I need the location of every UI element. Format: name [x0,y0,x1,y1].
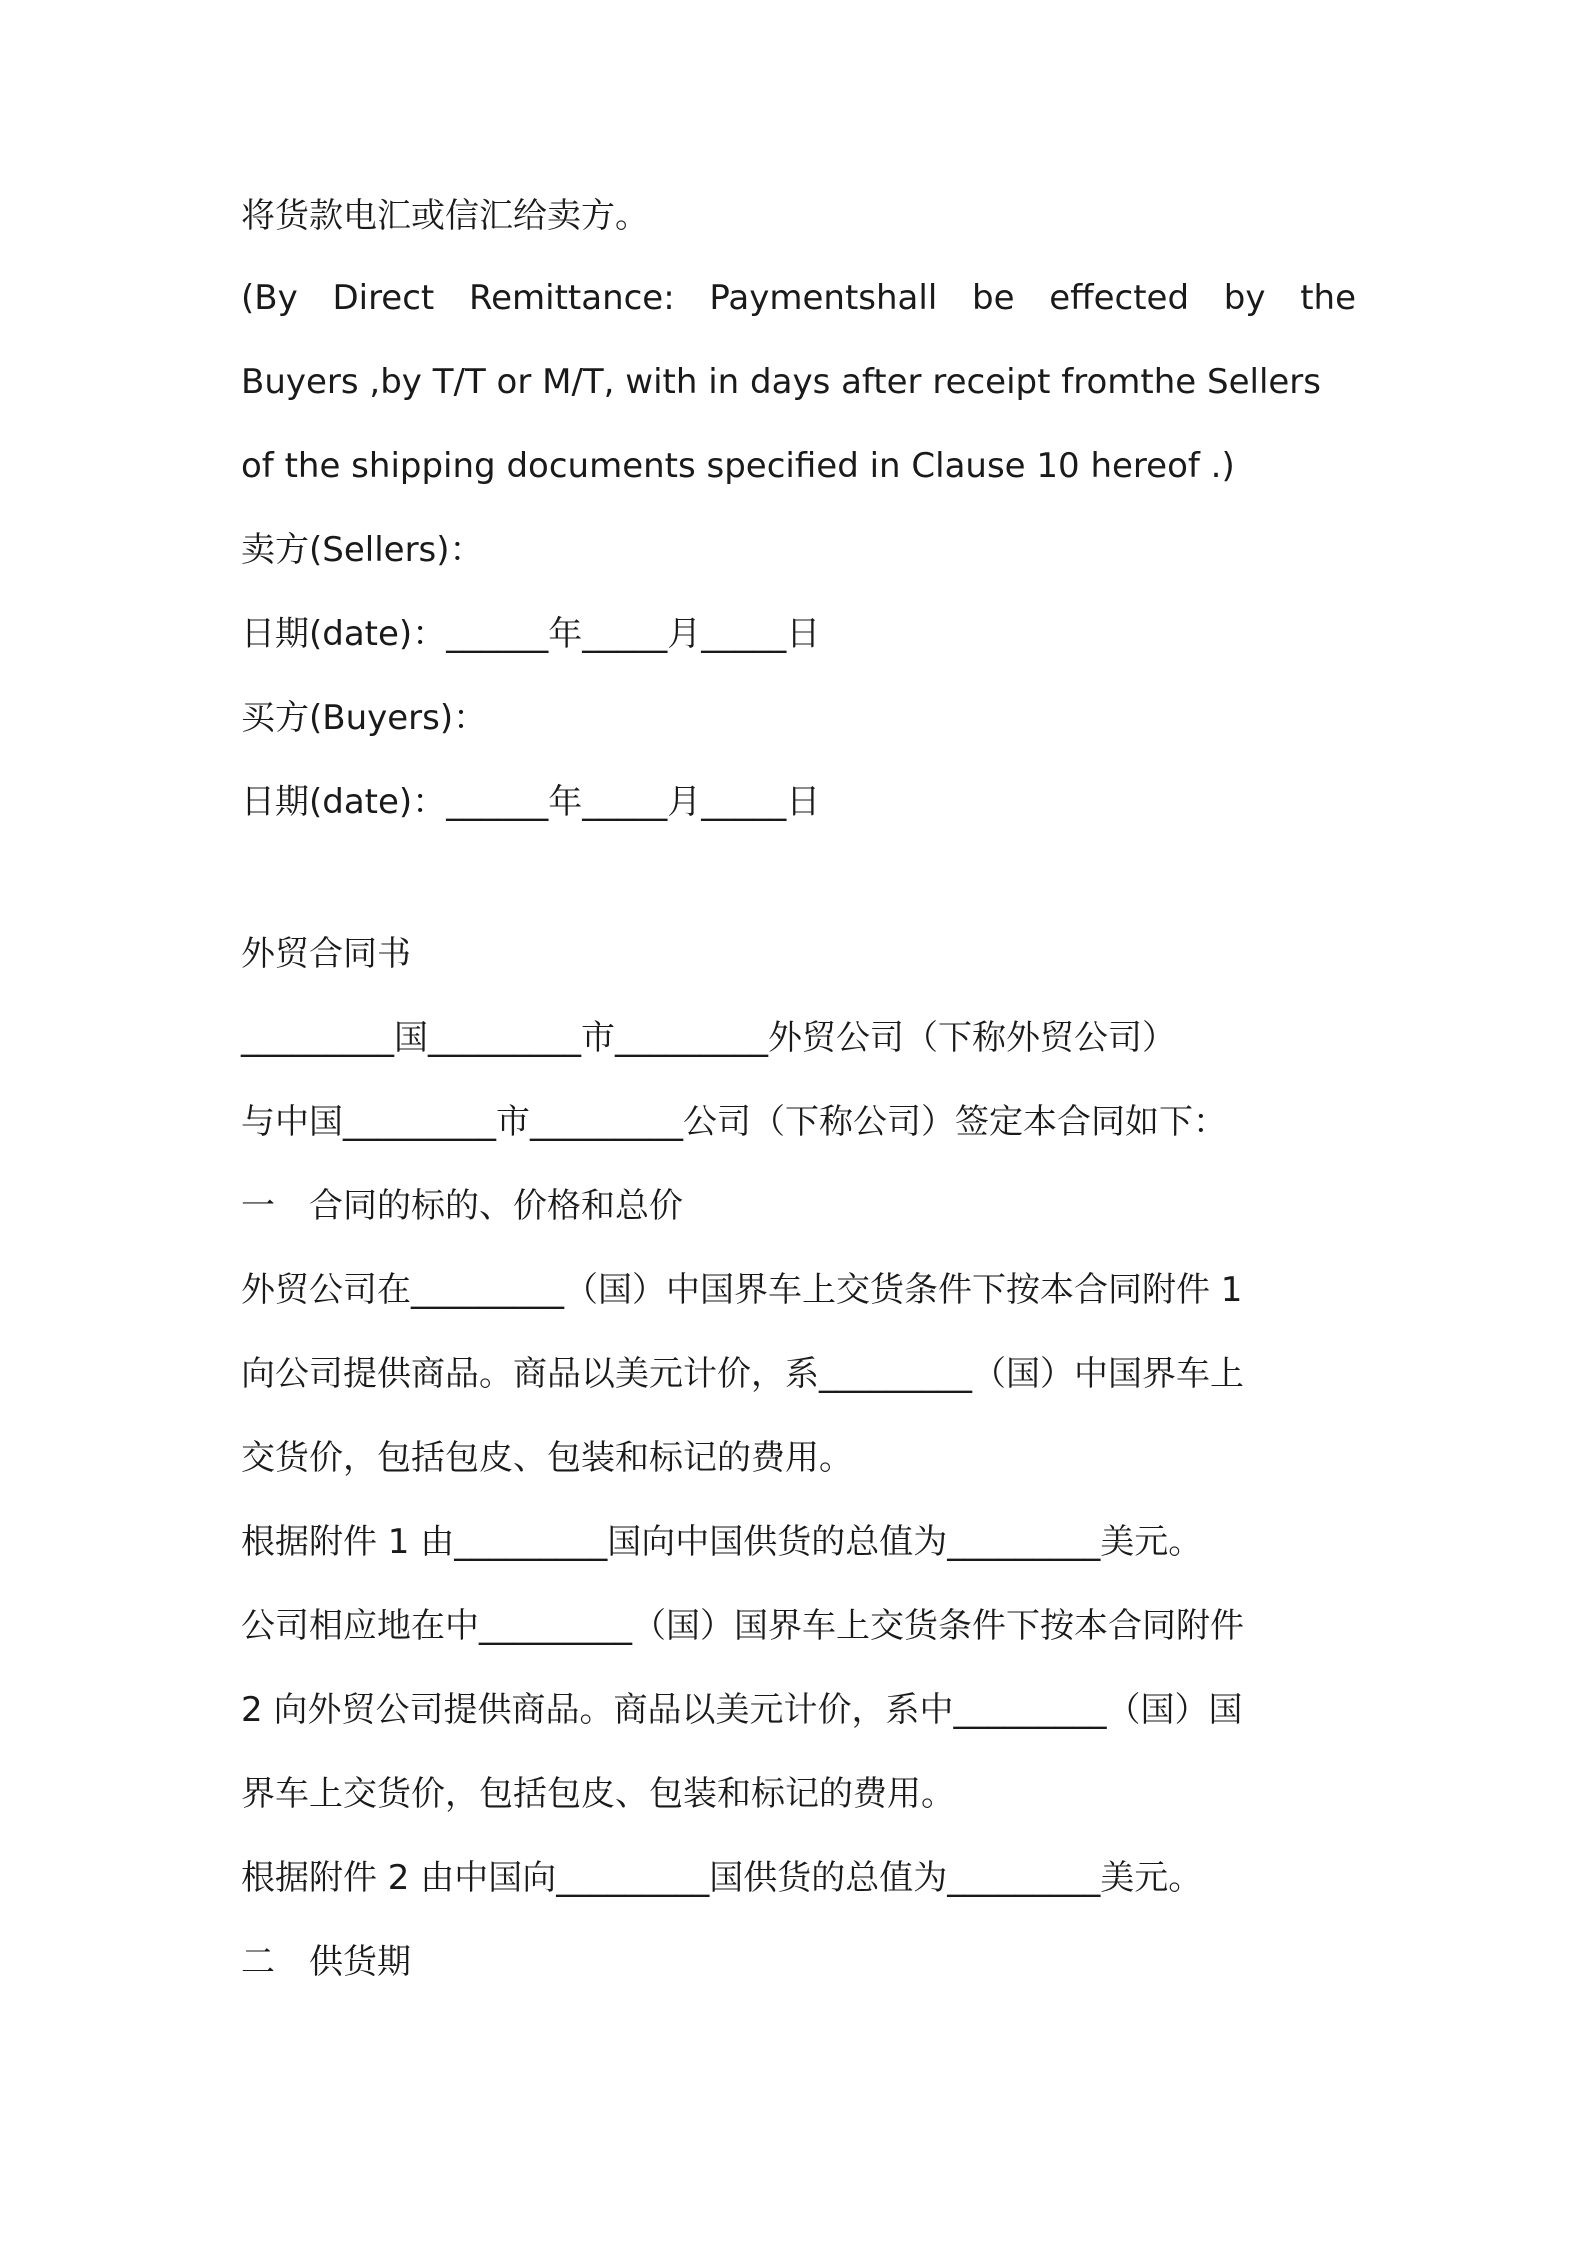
document-body [241,196,1356,1982]
section-1-heading: 一 合同的标的、价格和总价 [241,1186,683,1226]
parties-line-1: _________国_________市_________外贸公司（下称外贸公司） [241,1018,1176,1058]
section-1-para-1c: 交货价，包括包皮、包装和标记的费用。 [241,1438,853,1478]
section-1-para-2a: 公司相应地在中_________（国）国界车上交货条件下按本合同附件 [241,1606,1244,1646]
contract-title: 外贸合同书 [241,934,411,974]
payment-text-en-3: of the shipping documents specified in Clause 10 hereof .) [241,446,1235,486]
sellers-date: 日期(date)：______年_____月_____日 [241,614,821,654]
payment-text-cn: 将货款电汇或信汇给卖方。 [241,196,649,236]
payment-text-en-1: (By Direct Remittance: Paymentshall be effected by the [241,278,1356,318]
buyers-label: 买方(Buyers)： [241,698,488,738]
section-1-para-2c: 界车上交货价，包括包皮、包装和标记的费用。 [241,1774,955,1814]
section-1-para-1b: 向公司提供商品。商品以美元计价，系_________（国）中国界车上 [241,1354,1244,1394]
sellers-label: 卖方(Sellers)： [241,530,484,570]
parties-line-2: 与中国_________市_________公司（下称公司）签定本合同如下： [241,1102,1227,1142]
section-1-para-2b: 2 向外贸公司提供商品。商品以美元计价，系中_________（国）国 [241,1690,1243,1730]
buyers-date: 日期(date)：______年_____月_____日 [241,782,821,822]
section-1-total-2: 根据附件 2 由中国向_________国供货的总值为_________美元。 [241,1858,1203,1898]
payment-text-en-2: Buyers ,by T/T or M/T, with in days after receipt fromthe Sellers [241,362,1321,402]
section-1-total-1: 根据附件 1 由_________国向中国供货的总值为_________美元。 [241,1522,1203,1562]
section-1-para-1a: 外贸公司在_________（国）中国界车上交货条件下按本合同附件 1 [241,1270,1243,1310]
section-2-heading: 二 供货期 [241,1942,411,1982]
